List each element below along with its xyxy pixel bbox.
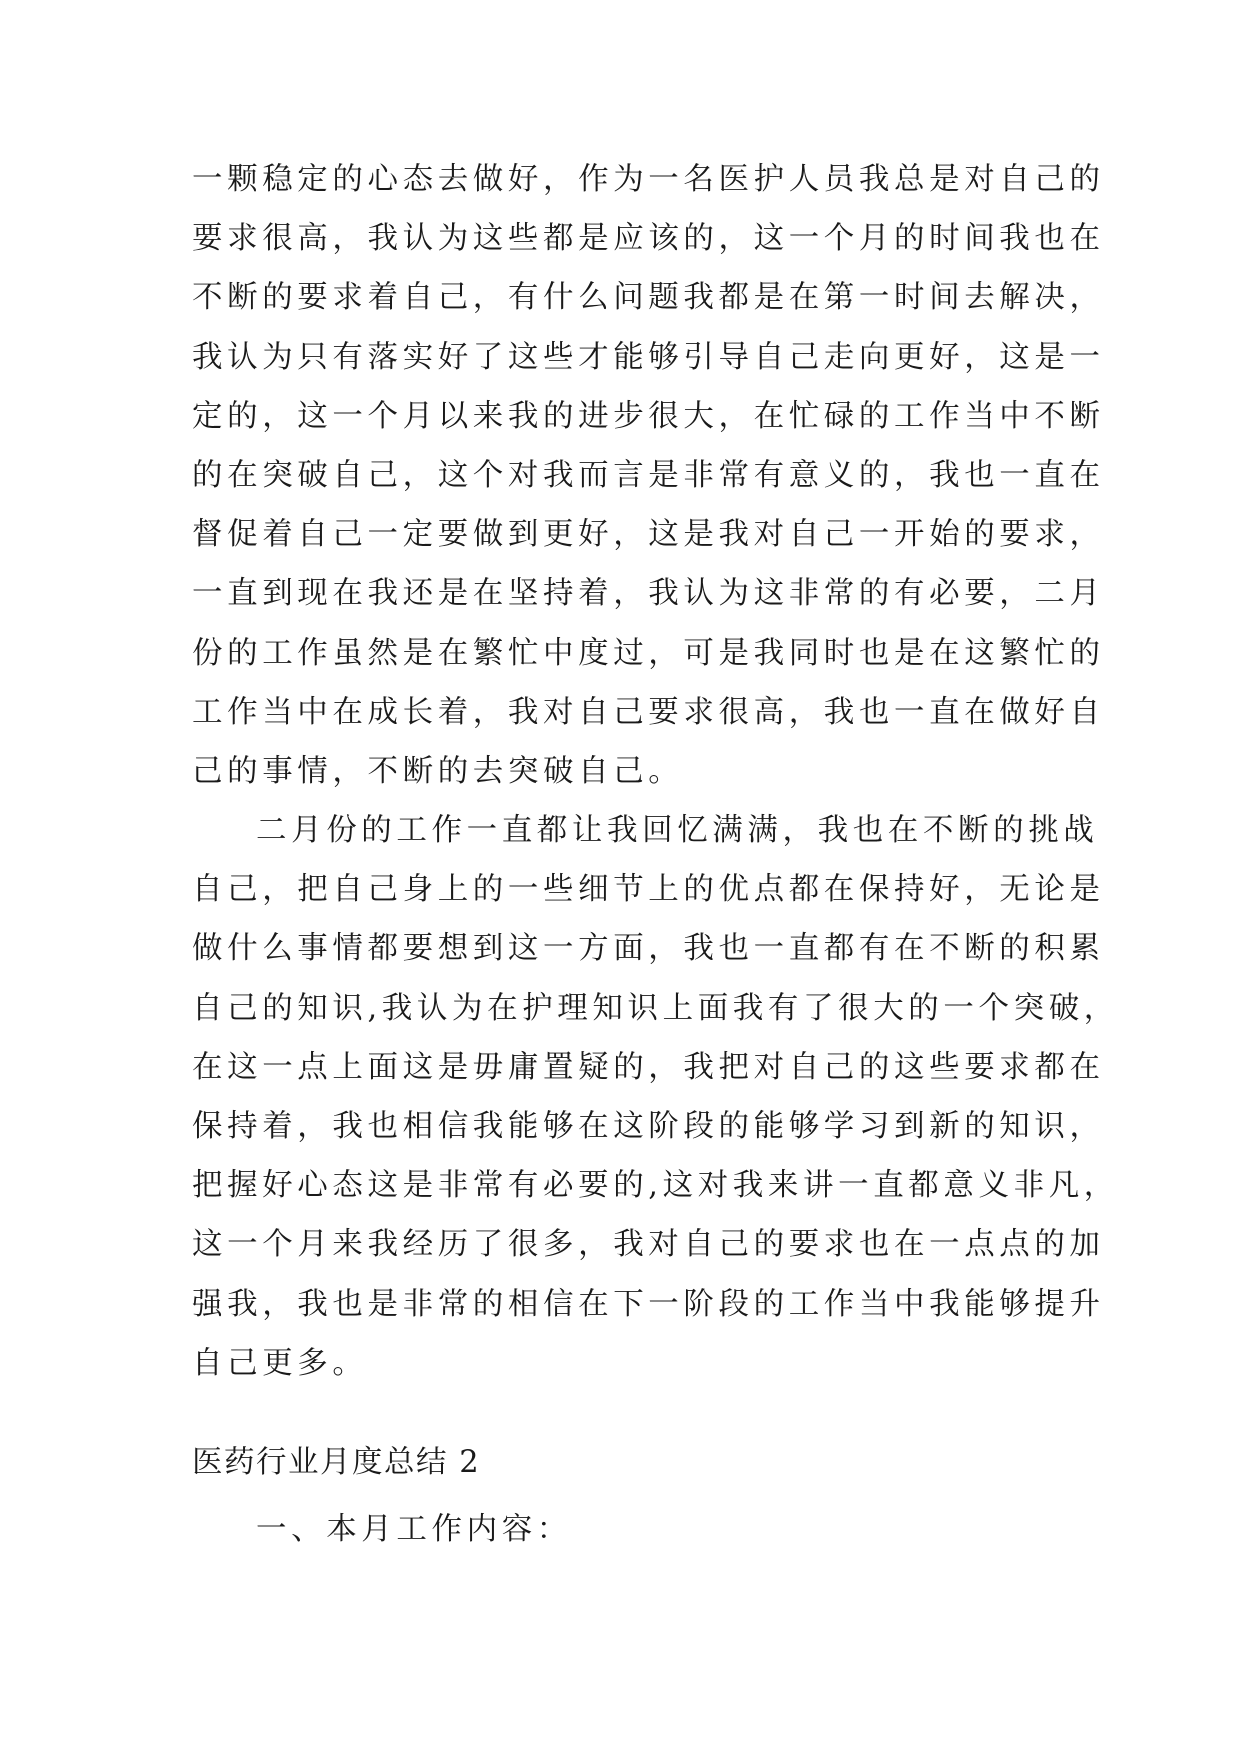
text-line: 督促着自己一定要做到更好，这是我对自己一开始的要求，: [192, 517, 1105, 553]
text-line: 保持着，我也相信我能够在这阶段的能够学习到新的知识，: [192, 1109, 1105, 1144]
text-line: 定的，这一个月以来我的进步很大，在忙碌的工作当中不断: [192, 398, 1105, 434]
text-line: 做什么事情都要想到这一方面，我也一直都有在不断的积累: [192, 931, 1105, 967]
text-line: 一直到现在我还是在坚持着，我认为这非常的有必要，二月: [192, 576, 1105, 612]
text-line: 在这一点上面这是毋庸置疑的，我把对自己的这些要求都在: [192, 1049, 1105, 1085]
text-line: 自己更多。: [192, 1345, 368, 1381]
subsection-title: 一、本月工作内容：: [256, 1512, 572, 1547]
text-line: 己的事情，不断的去突破自己。: [192, 753, 684, 789]
text-line: 自己，把自己身上的一些细节上的优点都在保持好，无论是: [192, 872, 1105, 908]
text-line: 我认为只有落实好了这些才能够引导自己走向更好，这是一: [192, 339, 1105, 375]
text-line: 要求很高，我认为这些都是应该的，这一个月的时间我也在: [192, 221, 1105, 257]
text-line: 工作当中在成长着，我对自己要求很高，我也一直在做好自: [192, 694, 1105, 730]
body-text: [192, 150, 1119, 1393]
text-line: 二月份的工作一直都让我回忆满满，我也在不断的挑战: [256, 813, 1099, 849]
text-line: 的在突破自己，这个对我而言是非常有意义的，我也一直在: [192, 457, 1105, 493]
text-line: 不断的要求着自己，有什么问题我都是在第一时间去解决，: [192, 280, 1105, 316]
text-line: 份的工作虽然是在繁忙中度过，可是我同时也是在这繁忙的: [192, 635, 1105, 671]
section-title: 医药行业月度总结 2: [192, 1445, 481, 1480]
text-line: 这一个月来我经历了很多，我对自己的要求也在一点点的加: [192, 1227, 1105, 1263]
text-line: 一颗稳定的心态去做好，作为一名医护人员我总是对自己的: [192, 162, 1105, 197]
text-line: 自己的知识,我认为在护理知识上面我有了很大的一个突破，: [192, 990, 1119, 1026]
text-line: 强我，我也是非常的相信在下一阶段的工作当中我能够提升: [192, 1286, 1105, 1322]
text-line: 把握好心态这是非常有必要的,这对我来讲一直都意义非凡，: [192, 1168, 1119, 1204]
